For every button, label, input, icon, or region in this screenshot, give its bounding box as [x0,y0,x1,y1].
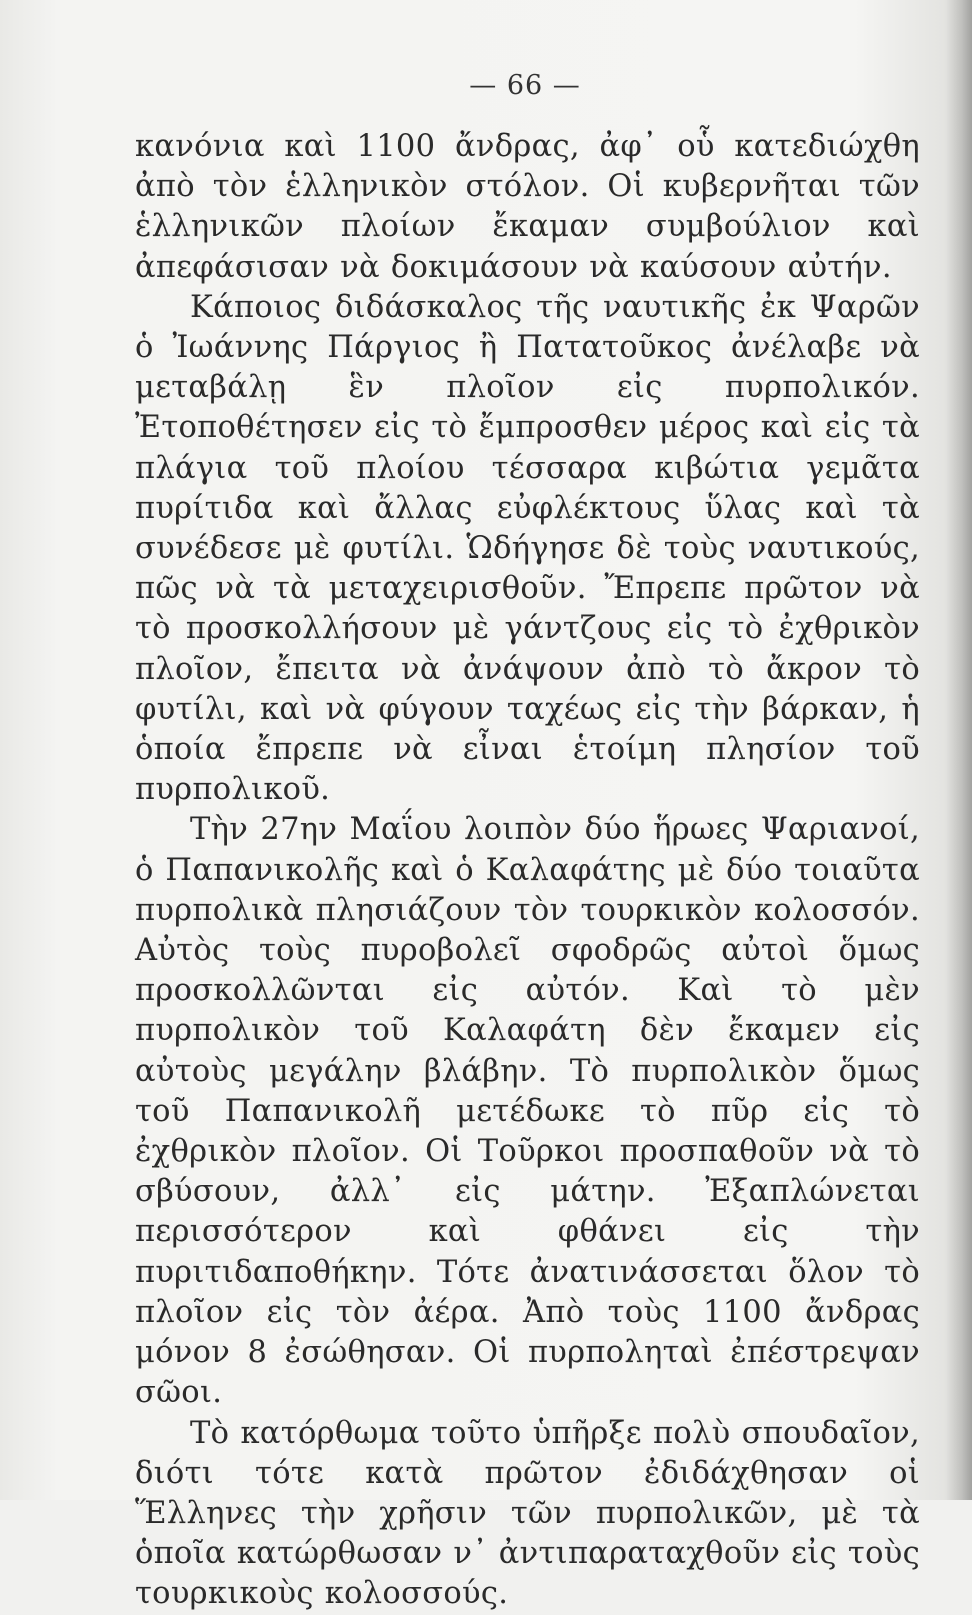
page-edge-shadow [946,0,972,1500]
paragraph-continuation: κανόνια καὶ 1100 ἄνδρας, ἀφ᾽ οὗ κατεδιώχθη ἀπὸ τὸν ἑλληνικὸν στόλον. Οἱ κυβερνῆται τῶν ἑλληνικῶν πλοίων ἔκαμαν συμβούλιον καὶ ἀπεφάσισαν νὰ δοκιμάσουν νὰ καύσουν αὐτήν. [135,129,920,285]
paragraph-may-27-attack: Τὴν 27ην Μαΐου λοιπὸν δύο ἥρωες Ψαριανοί, ὁ Παπανικολῆς καὶ ὁ Καλαφάτης μὲ δύο τοιαῦτα πυρπολικὰ πλησιάζουν τὸν τουρκικὸν κολοσσόν. Αὐτὸς τοὺς πυροβολεῖ σφοδρῶς αὐτοὶ ὅμως προσκολλῶνται εἰς αὐτόν. Καὶ τὸ μὲν πυρπολικὸν τοῦ Καλαφάτη δὲν ἔκαμεν εἰς αὐτοὺς μεγάλην βλάβην. Τὸ πυρπολικὸν ὅμως τοῦ Παπανικολῆ μετέδωκε τὸ πῦρ εἰς τὸ ἐχθρικὸν πλοῖον. Οἱ Τοῦρκοι προσπαθοῦν νὰ τὸ σβύσουν, ἀλλ᾽ εἰς μάτην. Ἐξαπλώνεται περισσότερον καὶ φθάνει εἰς τὴν πυριτιδαποθήκην. Τότε ἀνατινάσσεται ὅλον τὸ πλοῖον εἰς τὸν ἀέρα. Ἀπὸ τοὺς 1100 ἄνδρας μόνον 8 ἐσώθησαν. Οἱ πυρποληταὶ ἐπέστρεψαν σῶοι. [135,812,920,1411]
page-number: — 66 — [469,70,581,101]
paragraph-significance: Τὸ κατόρθωμα τοῦτο ὑπῆρξε πολὺ σπουδαῖον, διότι τότε κατὰ πρῶτον ἐδιδάχθησαν οἱ Ἕλληνες τὴν χρῆσιν τῶν πυρπολικῶν, μὲ τὰ ὁποῖα κατώρθωσαν ν᾽ ἀντιπαραταχθοῦν εἰς τοὺς τουρκικοὺς κολοσσούς. [135,1415,920,1612]
body-text [135,127,920,1615]
paragraph-teacher-fireship: Κάποιος διδάσκαλος τῆς ναυτικῆς ἐκ Ψαρῶν ὁ Ἰωάννης Πάργιος ἢ Πατατοῦκος ἀνέλαβε νὰ μεταβάλῃ ἓν πλοῖον εἰς πυρπολικόν. Ἐτοποθέτησεν εἰς τὸ ἔμπροσθεν μέρος καὶ εἰς τὰ πλάγια τοῦ πλοίου τέσσαρα κιβώτια γεμᾶτα πυρίτιδα καὶ ἄλλας εὐφλέκτους ὕλας καὶ τὰ συνέδεσε μὲ φυτίλι. Ὡδήγησε δὲ τοὺς ναυτικούς, πῶς νὰ τὰ μεταχειρισθοῦν. Ἔπρεπε πρῶτον νὰ τὸ προσκολλήσουν μὲ γάντζους εἰς τὸ ἐχθρικὸν πλοῖον, ἔπειτα νὰ ἀνάψουν ἀπὸ τὸ ἄκρον τὸ φυτίλι, καὶ νὰ φύγουν ταχέως εἰς τὴν βάρκαν, ἡ ὁποία ἔπρεπε νὰ εἶναι ἑτοίμη πλησίον τοῦ πυρπολικοῦ. [135,289,920,808]
